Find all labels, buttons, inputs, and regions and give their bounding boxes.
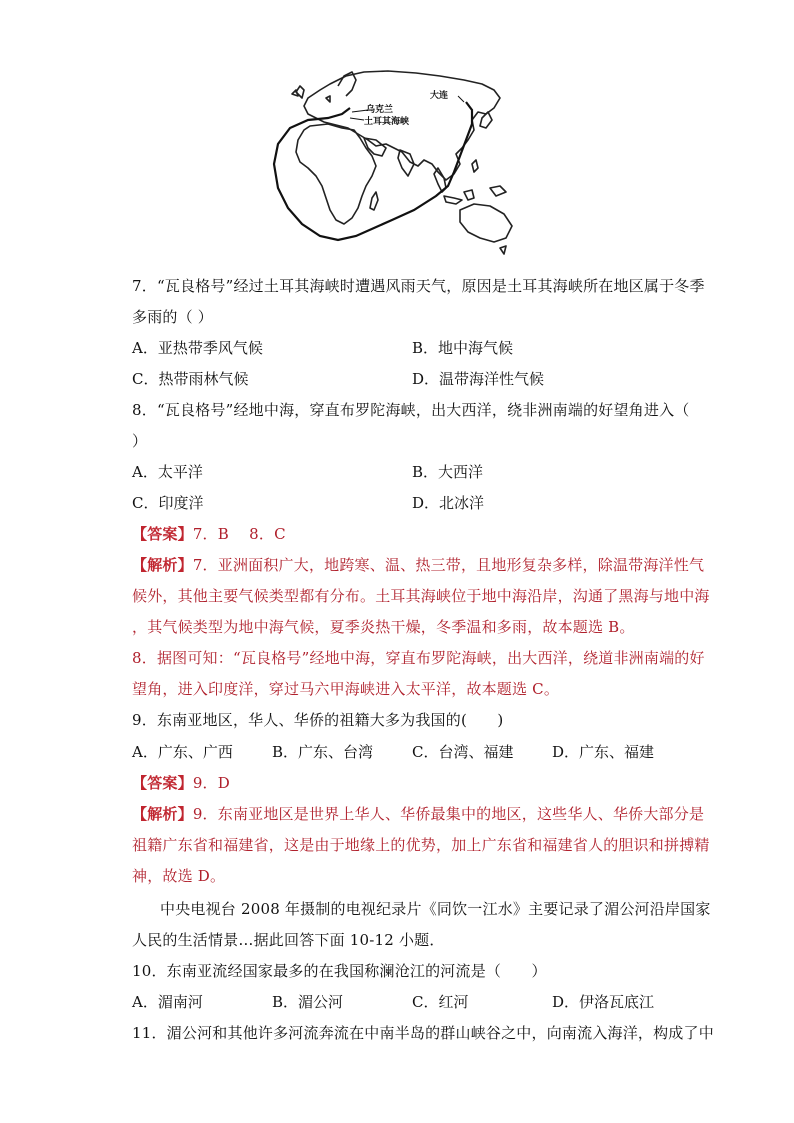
explanation-7-8-line5: 望角，进入印度洋，穿过马六甲海峡进入太平洋，故本题选 C。: [132, 680, 560, 698]
q9-option-a: A．广东、广西: [132, 743, 233, 761]
explanation-tag: 【解析】: [132, 556, 193, 574]
q9-option-d: D．广东、福建: [552, 743, 655, 761]
map-label-dalian: 大连: [430, 91, 449, 101]
explanation-7-8-line1: [132, 555, 704, 575]
q9-option-c: C．台湾、福建: [412, 743, 514, 761]
q8-option-c: C．印度洋: [132, 494, 204, 512]
explanation-9-line2: 祖籍广东省和福建省，这是由于地缘上的优势，加上广东省和福建省人的胆识和拼搏精: [132, 836, 710, 854]
explanation-7-8-line2: 候外，其他主要气候类型都有分布。土耳其海峡位于地中海沿岸，沟通了黑海与地中海: [132, 587, 710, 605]
explanation-text: 7．亚洲面积广大，地跨寒、温、热三带，且地形复杂多样，除温带海洋性气: [192, 556, 705, 574]
passage-line2: 人民的生活情景…据此回答下面 10-12 小题．: [132, 931, 445, 949]
q10-option-d: D．伊洛瓦底江: [552, 993, 655, 1011]
answer-7-8: [132, 524, 286, 544]
q8-option-a: A．太平洋: [132, 463, 203, 481]
q8-option-b: B．大西洋: [412, 463, 484, 481]
q8-option-d: D．北冰洋: [412, 494, 485, 512]
q7-option-d: D．温带海洋性气候: [412, 370, 545, 388]
explanation-9-line1: [132, 804, 704, 824]
q10-option-b: B．湄公河: [272, 993, 344, 1011]
answer-text: 7．B 8．C: [192, 525, 286, 543]
q9-option-b: B．广东、台湾: [272, 743, 374, 761]
q11-stem-line1: 11．湄公河和其他许多河流奔流在中南半岛的群山峡谷之中，向南流入海洋，构成了中: [132, 1024, 714, 1042]
explanation-tag: 【解析】: [132, 805, 193, 823]
passage-line1: 中央电视台 2008 年摄制的电视纪录片《同饮一江水》主要记录了湄公河沿岸国家: [160, 900, 711, 918]
answer-tag: 【答案】: [132, 525, 193, 543]
explanation-7-8-line3: ，其气候类型为地中海气候，夏季炎热干燥，冬季温和多雨，故本题选 B。: [132, 618, 635, 636]
explanation-9-line3: 神，故选 D。: [132, 867, 226, 885]
q10-option-a: A．湄南河: [132, 993, 203, 1011]
q8-stem-line2: ）: [132, 432, 148, 450]
answer-9: [132, 773, 230, 793]
q7-stem-line2: 多雨的（ ）: [132, 308, 213, 326]
map-label-ukraine: 乌克兰: [366, 105, 394, 115]
q7-stem-line1: 7．“瓦良格号”经过土耳其海峡时遭遇风雨天气，原因是土耳其海峡所在地区属于冬季: [132, 277, 705, 295]
q7-option-b: B．地中海气候: [412, 339, 514, 357]
q7-option-c: C．热带雨林气候: [132, 370, 249, 388]
q7-option-a: A．亚热带季风气候: [132, 339, 263, 357]
q9-stem: 9．东南亚地区，华人、华侨的祖籍大多为我国的( ): [132, 711, 504, 729]
answer-tag: 【答案】: [132, 774, 193, 792]
australia-outline: [460, 204, 512, 242]
explanation-text: 9．东南亚地区是世界上华人、华侨最集中的地区，这些华人、华侨大部分是: [192, 805, 705, 823]
q8-stem-line1: 8．“瓦良格号”经地中海，穿直布罗陀海峡，出大西洋，绕非洲南端的好望角进入（: [132, 401, 690, 419]
answer-text: 9．D: [192, 774, 230, 792]
explanation-7-8-line4: 8．据图可知：“瓦良格号”经地中海，穿直布罗陀海峡，出大西洋，绕道非洲南端的好: [132, 649, 705, 667]
voyage-route-map: [268, 68, 522, 264]
map-label-turkey-strait: 土耳其海峡: [364, 117, 410, 127]
q10-stem: 10．东南亚流经国家最多的在我国称澜沧江的河流是（ ）: [132, 962, 547, 980]
q10-option-c: C．红河: [412, 993, 469, 1011]
